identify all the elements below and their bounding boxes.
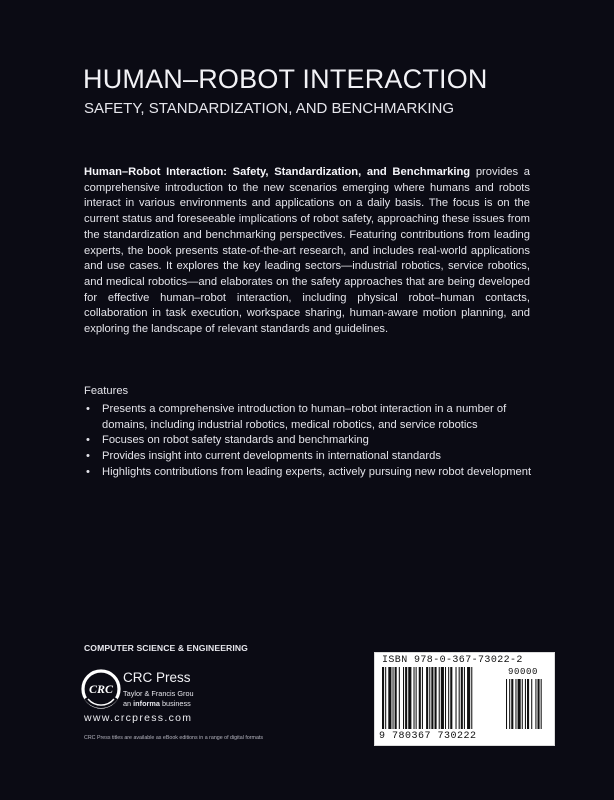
barcode-bar <box>382 667 384 729</box>
feature-item <box>84 449 536 465</box>
bullet-icon: • <box>86 465 90 478</box>
barcode-bar <box>422 667 423 729</box>
barcode-bar <box>419 667 421 729</box>
barcode-bar <box>426 667 428 729</box>
barcode-bar <box>431 667 433 729</box>
barcode-addon-bar <box>506 679 507 729</box>
crc-logo-icon <box>80 668 122 710</box>
logo-text: CRC <box>88 682 114 696</box>
barcode-bar <box>385 667 386 729</box>
barcode-bar <box>414 667 415 729</box>
description-body: provides a comprehensive introduction to the new scenarios emerging where humans and robots interact in various environments and applications on a daily basis. The focus is on the current status and foreseeable implications of robot safety, approaching these issues from the standardization and benchmarking perspectives. Featuring contributions from leading experts, the book presents state-of-the-art research, and includes real-world applications and use cases. It explores the key leading sectors—industrial robotics, service robotics, and medical robotics—and elaborates on the safety approaches that are being developed for effective human–robot interaction, including physical robot–human contacts, collaboration in task execution, workspace sharing, human-aware motion planning, and exploring the landscape of relevant standards and guidelines. <box>84 166 530 336</box>
barcode-bar <box>448 667 449 729</box>
barcode-bar <box>471 667 472 729</box>
feature-text: Highlights contributions from leading experts, actively pursuing new robot development <box>102 465 532 478</box>
affiliation-suffix: business <box>159 699 191 708</box>
feature-text: Presents a comprehensive introduction to human–robot interaction in a number of domains, including industrial robotics, medical robotics, and service robotics <box>102 403 507 431</box>
barcode-bar <box>388 667 391 729</box>
publisher-affiliation <box>123 699 191 708</box>
barcode-addon-bar <box>518 679 521 729</box>
barcode-bar <box>408 667 411 729</box>
barcode-addon-bar <box>522 679 523 729</box>
feature-item <box>84 433 536 449</box>
affiliation-brand: informa <box>133 699 160 708</box>
features-list <box>84 402 536 481</box>
barcode-bar <box>456 667 457 729</box>
book-title: HUMAN–ROBOT INTERACTION <box>83 64 488 94</box>
barcode-addon-bar <box>509 679 510 729</box>
barcode-bar <box>450 667 452 729</box>
barcode-bar <box>416 667 417 729</box>
publisher-logo <box>80 666 240 712</box>
affiliation-prefix: an <box>123 699 134 708</box>
isbn-barcode <box>374 652 555 746</box>
barcode-bar <box>445 667 446 729</box>
barcode-bar <box>441 667 444 729</box>
barcode-bar <box>405 667 407 729</box>
bullet-icon: • <box>86 450 90 463</box>
features-heading: Features <box>84 385 129 397</box>
publisher-website: www.crcpress.com <box>84 712 193 724</box>
barcode-addon: 90000 <box>508 667 539 677</box>
feature-text: Provides insight into current developments in international standards <box>102 450 441 463</box>
barcode-addon-bar <box>525 679 526 729</box>
isbn-number: ISBN 978-0-367-73022-2 <box>382 655 523 666</box>
barcode-bar <box>464 667 465 729</box>
bullet-icon: • <box>86 403 90 415</box>
publisher-name: CRC Press <box>123 670 191 685</box>
feature-item <box>84 402 536 433</box>
barcode-bar <box>435 667 437 729</box>
publisher-group: Taylor & Francis Grou <box>123 689 194 698</box>
feature-item <box>84 465 536 481</box>
ebook-footnote: CRC Press titles are available as eBook editions in a range of digital formats <box>84 735 264 741</box>
barcode-addon-bar <box>541 679 542 729</box>
barcode-bar <box>393 667 394 729</box>
barcode-addon-bar <box>535 679 536 729</box>
barcode-addon-bar <box>515 679 516 729</box>
barcode-bar <box>439 667 440 729</box>
book-description <box>84 165 530 338</box>
barcode-bar <box>459 667 460 729</box>
subject-category: COMPUTER SCIENCE & ENGINEERING <box>84 643 248 653</box>
barcode-addon-bar <box>527 679 529 729</box>
barcode-bar <box>461 667 463 729</box>
barcode-bar <box>429 667 430 729</box>
barcode-addon-bar <box>538 679 540 729</box>
barcode-addon-bar <box>531 679 532 729</box>
barcode-bar <box>467 667 470 729</box>
barcode-addon-bar <box>511 679 513 729</box>
barcode-bar <box>399 667 400 729</box>
ean-number: 9 780367 730222 <box>379 731 477 742</box>
barcode-bar <box>395 667 397 729</box>
description-lead: Human–Robot Interaction: Safety, Standardization, and Benchmarking <box>84 166 471 178</box>
book-subtitle: SAFETY, STANDARDIZATION, AND BENCHMARKING <box>84 100 455 117</box>
barcode-bar <box>403 667 404 729</box>
feature-text: Focuses on robot safety standards and benchmarking <box>102 434 369 447</box>
bullet-icon: • <box>86 434 90 447</box>
